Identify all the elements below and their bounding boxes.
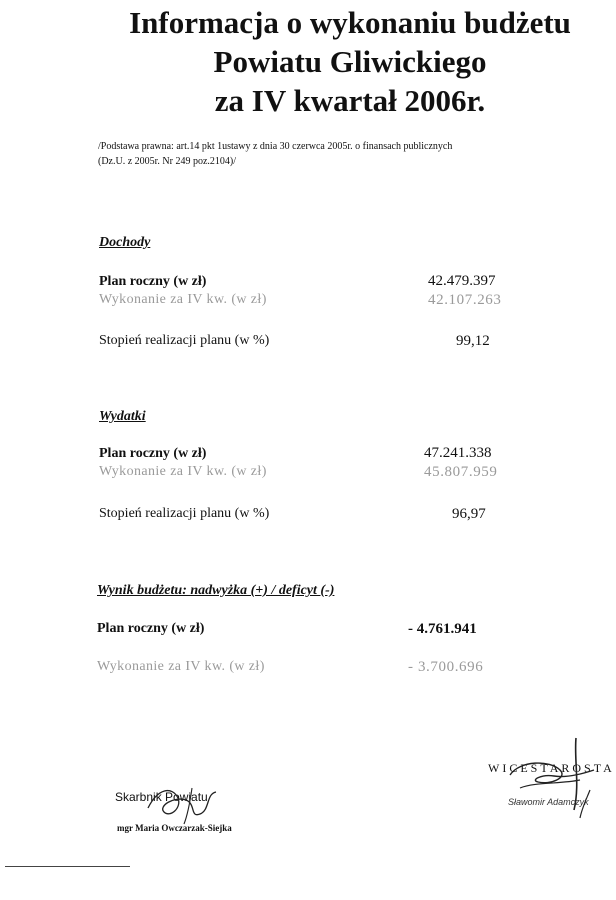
wynik-plan-value: - 4.761.941: [408, 621, 477, 637]
section-heading-dochody: Dochody: [99, 235, 151, 250]
dochody-rate-label: Stopień realizacji planu (w %): [99, 333, 270, 348]
dochody-execution-label: Wykonanie za IV kw. (w zł): [99, 292, 267, 307]
wydatki-rate-value: 96,97: [452, 506, 486, 522]
dochody-execution-value: 42.107.263: [428, 292, 502, 308]
right-signatory-name: Sławomir Adamczyk: [508, 797, 589, 807]
wynik-execution-label: Wykonanie za IV kw. (w zł): [97, 659, 265, 674]
document-title-line-2: Powiatu Gliwickiego: [213, 44, 487, 79]
wydatki-plan-value: 47.241.338: [424, 445, 492, 461]
legal-basis-line-2: (Dz.U. z 2005r. Nr 249 poz.2104)/: [98, 156, 237, 167]
wydatki-rate-label: Stopień realizacji planu (w %): [99, 506, 270, 521]
wydatki-execution-label: Wykonanie za IV kw. (w zł): [99, 464, 267, 479]
dochody-plan-value: 42.479.397: [428, 273, 496, 289]
wynik-execution-value: - 3.700.696: [408, 659, 484, 675]
left-signatory-name: mgr Maria Owczarzak-Siejka: [117, 823, 232, 833]
legal-basis-line-1: /Podstawa prawna: art.14 pkt 1ustawy z dnia 30 czerwca 2005r. o finansach publicznych: [98, 141, 453, 152]
wynik-plan-label: Plan roczny (w zł): [97, 621, 205, 636]
document-title-line-1: Informacja o wykonaniu budżetu: [129, 5, 571, 40]
dochody-rate-value: 99,12: [456, 333, 490, 349]
bottom-divider-line: [5, 866, 130, 867]
section-heading-wydatki: Wydatki: [99, 409, 146, 424]
wydatki-execution-value: 45.807.959: [424, 464, 498, 480]
document-title-line-3: za IV kwartał 2006r.: [214, 83, 486, 118]
left-handwritten-signature: [140, 778, 230, 828]
left-signatory-title: Skarbnik Powiatu: [115, 790, 208, 804]
right-handwritten-signature: [490, 730, 610, 820]
right-signatory-title: WICESTAROSTA: [488, 761, 615, 775]
wydatki-plan-label: Plan roczny (w zł): [99, 446, 207, 461]
section-heading-wynik: Wynik budżetu: nadwyżka (+) / deficyt (-): [97, 583, 335, 598]
dochody-plan-label: Plan roczny (w zł): [99, 274, 207, 289]
